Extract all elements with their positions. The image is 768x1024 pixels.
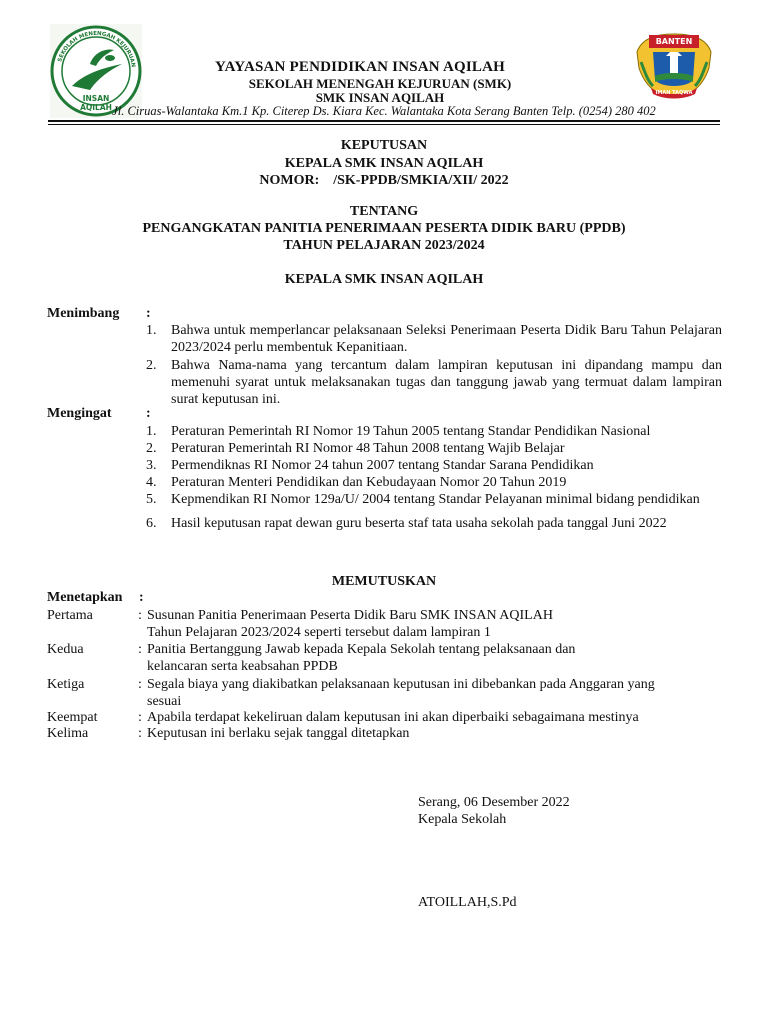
- decision-key: Ketiga: [47, 677, 85, 692]
- emblem-bottom-text: IMAN TAQWA: [655, 90, 693, 96]
- signature-position: Kepala Sekolah: [418, 812, 507, 827]
- subject-label: TENTANG: [349, 204, 419, 219]
- list-item: 2. Bahwa Nama-nama yang tercantum dalam lampiran keputusan ini dipandang mampu dan memenuhi syarat untuk melaksanakan tugas dan tanggung jawab yang termuat dalam lampiran surat keputusan ini.: [146, 358, 722, 407]
- list-item-text: Permendiknas RI Nomor 24 tahun 2007 tentang Standar Sarana Pendidikan: [171, 458, 594, 473]
- list-item: 3. Permendiknas RI Nomor 24 tahun 2007 tentang Standar Sarana Pendidikan: [146, 458, 594, 473]
- mengingat-label: Mengingat: [47, 406, 112, 421]
- list-item-text: Kepmendikan RI Nomor 129a/U/ 2004 tentang Standar Pelayanan minimal bidang pendidikan: [171, 492, 700, 507]
- list-item-text: Peraturan Pemerintah RI Nomor 19 Tahun 2005 tentang Standar Pendidikan Nasional: [171, 424, 651, 439]
- decision-key: Kedua: [47, 642, 84, 657]
- school-type: SEKOLAH MENENGAH KEJURUAN (SMK): [248, 76, 512, 91]
- logo-ring-text: SEKOLAH MENENGAH KEJURUAN: [57, 30, 136, 68]
- list-item-text: Peraturan Pemerintah RI Nomor 48 Tahun 2008 tentang Wajib Belajar: [171, 441, 565, 456]
- signature-name: ATOILLAH,S.Pd: [418, 895, 517, 910]
- list-item: 1. Bahwa untuk memperlancar pelaksanaan Seleksi Penerimaan Peserta Didik Baru Tahun Pelajaran 2023/2024 perlu membentuk Kepanitiaan.: [146, 323, 722, 355]
- letterhead-rule-thick: [48, 120, 720, 122]
- menimbang-label: Menimbang: [47, 306, 120, 321]
- decision-text-cont: kelancaran serta keabsahan PPDB: [147, 659, 338, 674]
- subject-title: PENGANGKATAN PANITIA PENERIMAAN PESERTA DIDIK BARU (PPDB): [142, 221, 626, 236]
- subject-year: TAHUN PELAJARAN 2023/2024: [283, 238, 485, 253]
- menimbang-colon: :: [146, 306, 151, 321]
- list-item: 5. Kepmendikan RI Nomor 129a/U/ 2004 tentang Standar Pelayanan minimal bidang pendidikan: [146, 492, 700, 507]
- decision-text: Apabila terdapat kekeliruan dalam keputusan ini akan diperbaiki sebagaimana mestinya: [147, 710, 639, 725]
- decision-text: Susunan Panitia Penerimaan Peserta Didik Baru SMK INSAN AQILAH: [147, 608, 553, 623]
- letterhead-rule-thin: [48, 124, 720, 125]
- menimbang-list: [146, 322, 722, 408]
- list-item: 4. Peraturan Menteri Pendidikan dan Kebudayaan Nomor 20 Tahun 2019: [146, 475, 567, 490]
- decision-text-cont: Tahun Pelajaran 2023/2024 seperti tersebut dalam lampiran 1: [147, 625, 491, 640]
- logo-left-name: INSAN AQILAH: [80, 94, 112, 112]
- decision-text-cont: sesuai: [147, 694, 182, 709]
- list-item-text: Bahwa Nama-nama yang tercantum dalam lampiran keputusan ini dipandang mampu dan memenuhi syarat untuk melaksanakan tugas dan tanggung jawab yang termuat dalam lampiran surat keputusan ini.: [171, 358, 722, 407]
- school-address: Jl. Ciruas-Walantaka Km.1 Kp. Citerep Ds. Kiara Kec. Walantaka Kota Serang Banten Telp. (0254) 280 402: [112, 104, 656, 118]
- decision-row: Keempat : Apabila terdapat kekeliruan dalam keputusan ini akan diperbaiki sebagaimana mestinya: [47, 709, 722, 726]
- mengingat-colon: :: [146, 406, 151, 421]
- list-item-text: Hasil keputusan rapat dewan guru beserta staf tata usaha sekolah pada tanggal Juni 2022: [171, 516, 667, 531]
- decree-heading: KEPUTUSAN: [340, 138, 428, 153]
- list-item-text: Bahwa untuk memperlancar pelaksanaan Seleksi Penerimaan Peserta Didik Baru Tahun Pelajaran 2023/2024 perlu membentuk Kepanitiaan.: [171, 323, 722, 355]
- menetapkan-colon: :: [139, 590, 144, 605]
- foundation-name: YAYASAN PENDIDIKAN INSAN AQILAH: [214, 59, 506, 75]
- decision-text: Keputusan ini berlaku sejak tanggal ditetapkan: [147, 726, 410, 741]
- list-item: 6. Hasil keputusan rapat dewan guru beserta staf tata usaha sekolah pada tanggal Juni 2022: [146, 516, 667, 531]
- decree-issuer-heading: KEPALA SMK INSAN AQILAH: [284, 156, 484, 171]
- emblem-top-text: BANTEN: [655, 37, 693, 46]
- banten-emblem-icon: [633, 32, 715, 100]
- school-name: SMK INSAN AQILAH: [315, 90, 445, 105]
- memutuskan-heading: MEMUTUSKAN: [331, 574, 437, 589]
- menetapkan-label: Menetapkan: [47, 590, 123, 605]
- list-item: 1. Peraturan Pemerintah RI Nomor 19 Tahun 2005 tentang Standar Pendidikan Nasional: [146, 424, 651, 439]
- decision-key: Keempat: [47, 710, 98, 725]
- decision-row: Pertama : Susunan Panitia Penerimaan Peserta Didik Baru SMK INSAN AQILAH Tahun Pelajaran 2023/2024 seperti tersebut dalam lampiran 1: [47, 607, 722, 641]
- decision-text: Segala biaya yang diakibatkan pelaksanaan keputusan ini dibebankan pada Anggaran yang: [147, 677, 655, 692]
- decision-key: Pertama: [47, 608, 93, 623]
- list-item-text: Peraturan Menteri Pendidikan dan Kebudayaan Nomor 20 Tahun 2019: [171, 475, 567, 490]
- decree-number: NOMOR: /SK-PPDB/SMKIA/XII/ 2022: [259, 173, 509, 188]
- decision-row: Kedua : Panitia Bertanggung Jawab kepada Kepala Sekolah tentang pelaksanaan dan kelancaran serta keabsahan PPDB: [47, 641, 722, 675]
- decision-key: Kelima: [47, 726, 89, 741]
- list-item: 2. Peraturan Pemerintah RI Nomor 48 Tahun 2008 tentang Wajib Belajar: [146, 441, 565, 456]
- decision-text: Panitia Bertanggung Jawab kepada Kepala Sekolah tentang pelaksanaan dan: [147, 642, 576, 657]
- decision-row: Kelima : Keputusan ini berlaku sejak tanggal ditetapkan: [47, 725, 722, 742]
- signature-place-date: Serang, 06 Desember 2022: [418, 795, 570, 810]
- issuer-title: KEPALA SMK INSAN AQILAH: [284, 272, 484, 287]
- mengingat-list: [146, 423, 722, 532]
- decision-row: Ketiga : Segala biaya yang diakibatkan pelaksanaan keputusan ini dibebankan pada Anggaran yang sesuai: [47, 676, 722, 710]
